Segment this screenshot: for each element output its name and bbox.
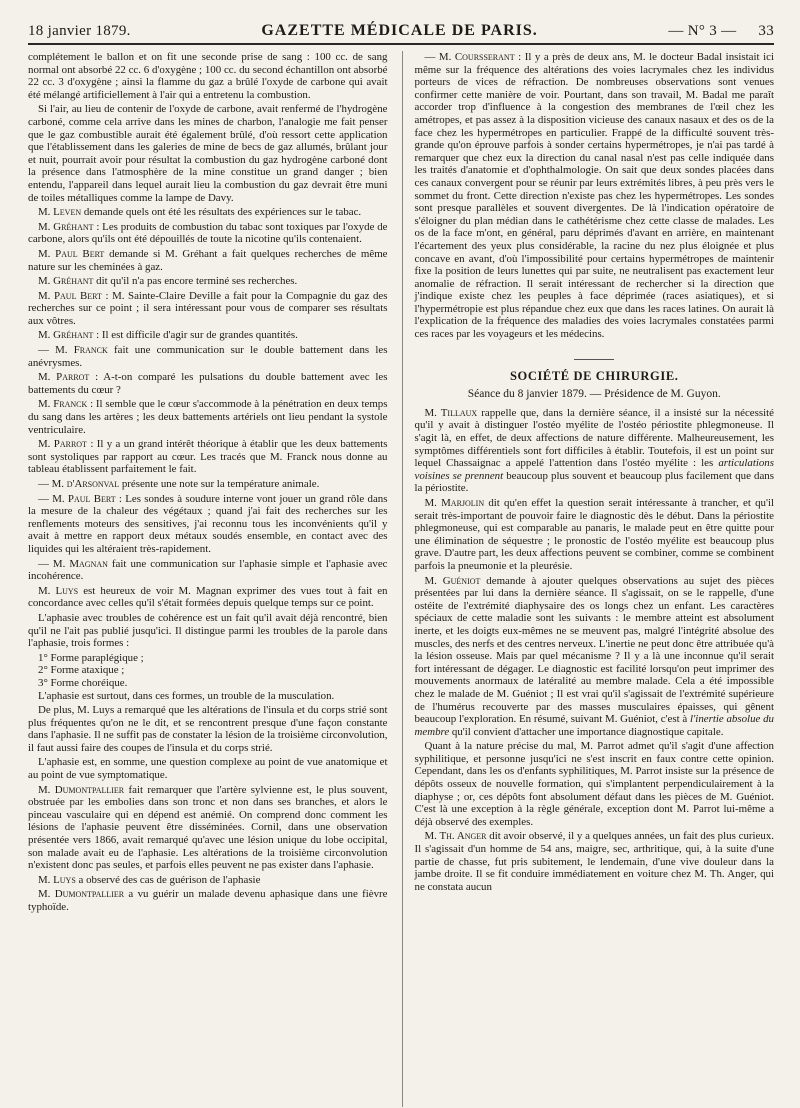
list-item: 3° Forme choréique. xyxy=(38,676,128,689)
forms-list xyxy=(28,652,388,690)
right-column xyxy=(402,51,775,1107)
paragraph-text: : A-t-on comparé les pulsations du double battement avec les battements du cœur ? xyxy=(28,371,388,396)
paragraph: Quant à la nature précise du mal, M. Parrot admet qu'il s'agit d'une affection syphilitique, et personne jusqu'ici ne s'est inscrit en faux contre cette opinion. Cependant, dans les os d'enfants syphilitiques, M. Parrot insiste sur la présence de dépôts osseux de nouvelle formation, qui s'implantent perpendiculairement à la diaphyse ; or, ces dépôts font absolument défaut dans les pièces de M. Guéniot. C'est là une exception à la règle générale, exception dont M. Parrot lui-même a déjà observé des exemples. xyxy=(414,740,774,828)
section-rule xyxy=(574,359,614,360)
list-item: 2° Forme ataxique ; xyxy=(38,664,125,677)
paragraph xyxy=(28,585,388,610)
speaker-name: M. Franck xyxy=(38,398,88,411)
paragraph xyxy=(28,493,388,556)
paragraph-text: rappelle que, dans la dernière séance, il a insisté sur la nécessité qu'il y avait à distinguer l'ostéo myélite de l'ostéo périostite phlegmoneuse. Il s'agit là, en effet, de deux affections de nature différente. Malheureusement, les symptômes différentiels sont fort difficiles à établir. Toutefois, il est un point sur lequel Chassaignac a appelé l'attention dans l'ostéo myélite : les xyxy=(414,406,774,470)
paragraph-text: : Les produits de combustion du tabac sont toxiques par l'oxyde de carbone, alors qu'ils ont été dépouillés de toute la nicotine qu'ils contenaient. xyxy=(28,220,388,246)
paragraph-text: dit avoir observé, il y a quelques années, un fait des plus curieux. Il s'agissait d'un homme de 54 ans, maigre, sec, arthritique, qui, à la suite d'une partie de chasse, fut pris subitement, le lendemain, d'une vive douleur dans la jambe droite. Il se fit conduire immédiatement en voiture chez M. Th. Anger, qui ne constata aucun xyxy=(414,830,774,893)
paragraph-text: demande quels ont été les résultats des expériences sur le tabac. xyxy=(81,206,362,219)
paragraph-text: qu'il convient d'attacher une importance diagnostique capitale. xyxy=(449,725,724,738)
header-right xyxy=(668,23,774,40)
speaker-name: — M. Paul Bert xyxy=(38,492,116,505)
paragraph-text: fait une communication sur l'aphasie simple et l'aphasie avec incohérence. xyxy=(28,557,388,583)
paragraph-text: est heureux de voir M. Magnan exprimer des vues tout à fait en concordance avec celles qu'il s'était formées depuis quelque temps sur ce point. xyxy=(28,584,388,610)
speaker-name: M. Paul Bert xyxy=(38,247,105,260)
paragraph xyxy=(28,784,388,872)
paragraph: L'aphasie est, en somme, une question complexe au point de vue anatomique et au point de vue symptomatique. xyxy=(28,756,388,782)
section-title: SOCIÉTÉ DE CHIRURGIE. xyxy=(509,368,679,383)
paragraph-text: dit qu'en effet la question serait intéressante à trancher, et qu'il serait très-important de pouvoir faire le diagnostic dès le début. Dans la périostite phlegmoneuse, qui est comparable au panaris, le malade peut en être quitte pour une élimination de séquestre ; le pronostic de l'ostéo myélite est beaucoup plus grave. D'autre part, les deux affections peuvent se combiner, comme se combinent parfois la pneumonie et la pleurésie. xyxy=(414,497,774,572)
paragraph xyxy=(415,51,775,341)
speaker-name: M. Gréhant xyxy=(38,275,94,288)
speaker-name: M. Parrot xyxy=(38,371,90,384)
paragraph-text: fait remarquer que l'artère sylvienne est, le plus souvent, obstruée par les embolies dans son tronc et non dans ses branches, et alors le pinceau vasculaire qui en dépend est anémié. On comprend donc comment les lésions de l'aphasie peuvent être disséminées. Cornil, dans une observation présentée vers 1866, avait remarqué qu'avec une lésion unique du lobe occipital, son malade avait eu de l'aphasie. Les altérations de la troisième circonvolution n'existent donc pas seules, et parfois elles peuvent ne pas exister dans l'aphasie. xyxy=(28,783,388,872)
paragraph-text: : Il semble que le cœur s'accommode à la pénétration en deux temps du sang dans les artères ; les deux battements artériels ont lieu pendant la systole ventriculaire. xyxy=(28,398,388,436)
left-column xyxy=(28,51,388,1107)
page-header xyxy=(28,22,774,45)
paragraph xyxy=(28,344,388,369)
speaker-name: M. Paul Bert xyxy=(38,289,102,302)
text-columns xyxy=(28,51,774,1107)
italic-text: articulations voisines se prennent xyxy=(414,457,774,482)
paragraph xyxy=(415,830,775,893)
section-heading xyxy=(415,359,775,383)
speaker-name: — M. Magnan xyxy=(38,557,108,570)
speaker-name: M. Th. Anger xyxy=(424,830,487,843)
paragraph-text: : Les sondes à soudure interne vont jouer un grand rôle dans la mesure de la chaleur des végétaux ; quand j'ai fait des recherches sur les renflements moteurs des sensitives, j'ai reconnu tous les inconvénients qu'il y avait à mettre en rapport deux métaux soudés ensemble, en contact avec des liquides qui les altéraient très-rapidement. xyxy=(28,492,388,555)
speaker-name: M. Gréhant xyxy=(38,220,94,233)
speaker-name: — M. d'Arsonval xyxy=(38,478,120,490)
session-line: Séance du 8 janvier 1879. — Présidence de M. Guyon. xyxy=(467,388,721,401)
paragraph xyxy=(28,221,388,246)
paragraph-text: demande si M. Gréhant a fait quelques recherches de même nature sur les cheminées à gaz. xyxy=(28,247,388,273)
publication-title: GAZETTE MÉDICALE DE PARIS. xyxy=(261,22,538,39)
speaker-name: M. Parrot xyxy=(38,438,87,451)
paragraph: Si l'air, au lieu de contenir de l'oxyde de carbone, avait renfermé de l'hydrogène carboné, comme cela arrive dans les mines de charbon, l'analogie me fait penser que le gaz combustible aurait été également brûlé, d'où ressort cette application que l'établissement dans les galeries de mine de becs de gaz allumés, brûlant jour et nuit, pourrait avoir pour résultat la combustion du gaz hydrogène carboné dont la présence dans l'atmosphère de la mine constitue un grand danger ; bien entendu, l'appareil dans lequel aurait lieu la combustion du gaz devrait être muni de toiles métalliques comme la lampe de Davy. xyxy=(28,103,388,204)
speaker-name: — M. Franck xyxy=(38,344,108,357)
paragraph xyxy=(28,206,388,219)
issue-number: — N° 3 — xyxy=(668,23,737,39)
paragraph xyxy=(28,329,388,342)
paragraph-text: demande à ajouter quelques observations au sujet des pièces présentées par lui dans la dernière séance. Il s'agissait, on se le rappelle, d'une ostéite de l'extrémité diaphysaire des os longs chez un enfant. Les caractères spéciaux de cette maladie sont les suivants : le membre atteint est absolument inerte, et les doigts eux-mêmes ne se meuvent pas, malgré l'intégrité absolue des muscles, des nerfs et des centres nerveux. L'inertie ne peut donc être attribuée qu'à la lésion osseuse. Mais par quel mécanisme ? Il y a là une inconnue qu'il serait fort intéressant de dégager. Le diagnostic est facilité lorsqu'on peut imprimer des mouvements anormaux de latéralité au membre malade. Cela a été impossible chez le malade de M. Guéniot ; Il est vrai qu'il s'agissait de l'extrémité supérieure de l'humérus recouverte par des masses musculaires épaisses, qui gênent beaucoup l'exploration. En résumé, suivant M. Guéniot, c'est à xyxy=(414,574,774,726)
paragraph xyxy=(28,398,388,436)
paragraph xyxy=(28,275,388,288)
speaker-name: — M. Coursserant xyxy=(424,51,515,63)
paragraph xyxy=(28,558,388,583)
speaker-name: M. Dumontpallier xyxy=(38,888,125,901)
paragraph xyxy=(28,248,388,273)
paragraph-text: : M. Sainte-Claire Deville a fait pour la Compagnie du gaz des recherches sur ce point ; il sera intéressant pour vous de comparer ses résultats aux vôtres. xyxy=(28,289,388,327)
paragraph-text: : Il y a un grand intérêt théorique à établir que les deux battements sont systoliques par rapport au cœur. Les tracés que M. Franck nous donne au tableau établissent parfaitement le fait. xyxy=(28,438,388,476)
paragraph-text: dit qu'il n'a pas encore terminé ses recherches. xyxy=(93,275,298,288)
paragraph-text: a observé des cas de guérison de l'aphasie xyxy=(75,873,261,886)
speaker-name: M. Leven xyxy=(38,206,82,219)
italic-text: l'inertie absolue du membre xyxy=(414,713,774,738)
paragraph: De plus, M. Luys a remarqué que les altérations de l'insula et du corps strié sont plus fréquentes qu'on ne le dit, et se rencontrent presque d'une façon constante dans l'aphasie. Il ne suffit pas de constater la lésion de la troisième circonvolution, il faut aussi faire des coupes de l'insula et du corps strié. xyxy=(28,704,388,754)
paragraph xyxy=(28,478,388,491)
list-item: 1° Forme paraplégique ; xyxy=(38,651,144,664)
paragraph-text: beaucoup plus souvent et beaucoup plus facilement que dans la périostite. xyxy=(414,469,774,495)
paragraph xyxy=(28,888,388,913)
paragraph xyxy=(415,497,775,573)
speaker-name: M. Guéniot xyxy=(424,574,481,587)
speaker-name: M. Tillaux xyxy=(424,406,478,419)
paragraph: complétement le ballon et on fit une seconde prise de sang : 100 cc. de sang normal ont absorbé 22 cc. 6 d'oxygène ; 100 cc. du second échantillon ont absorbé 22 cc. 3 d'oxygène ; ainsi la flamme du gaz a brûlé l'oxyde de carbone qui avait été mélangé artificiellement à l'air qui a entretenu la combustion. xyxy=(28,51,388,101)
paragraph xyxy=(28,438,388,476)
paragraph-text: présente une note sur la température animale. xyxy=(119,478,320,490)
paragraph xyxy=(28,874,388,887)
speaker-name: M. Luys xyxy=(38,584,79,597)
paragraph xyxy=(28,371,388,396)
paragraph xyxy=(28,290,388,328)
paragraph-text: fait une communication sur le double battement dans les anévrysmes. xyxy=(28,344,388,369)
speaker-name: M. Marjolin xyxy=(424,497,485,509)
speaker-name: M. Dumontpallier xyxy=(38,783,125,796)
issue-date: 18 janvier 1879. xyxy=(28,23,131,39)
paragraph: L'aphasie avec troubles de cohérence est un fait qu'il avait déjà rencontré, bien qu'il ne l'ait pas publié jusqu'ici. Il distingue parmi les troubles de la parole dans l'aphasie, trois formes : xyxy=(28,611,388,650)
paragraph-text: : Il y a près de deux ans, M. le docteur Badal insistait ici même sur la fréquence des altérations des voies lacrymales chez les individus porteurs de vices de réfraction. De nombreuses observations sont venues confirmer cette manière de voir. Pourtant, dans son travail, M. Badal me paraît accorder trop d'influence à la congestion des membranes de l'œil chez les amétropes, et pas assez à la disposition vicieuse des canaux nasaux et des os de la face chez les hypermétropes en particulier. Frappé de la difficulté souvent très-grande qu'on éprouve parfois à sonder certains hypermétropes, je n'ai pas tardé à remarquer que chez eux la direction du canal nasal n'est pas celle indiquée dans les traités d'anatomie et d'ophthalmologie. On sait que deux sondes placées dans ces canaux convergent pour se réunir par leurs extrémités libres, à peu près vers le sommet du front. Cette direction n'existe pas chez les hypermétropes. Les sondes sont presque parallèles et souvent divergentes. De là l'indication opératoire de s'éloigner du plan médian dans le cathétérisme chez cette classe de malades. Les os de la face m'ont, en général, paru déprimés d'avant en arrière, en maintenant l'écartement des yeux plus considérable, la racine du nez plus éloignée et plus concave en avant, d'où l'impossibilité pour certains hypermétropes de maintenir fixe la position de leurs lunettes qui par suite, ne neutralisent pas exactement leur anomalie de réfraction. Il serait intéressant de rechercher si la direction que j'indique existe chez les peuples à face déprimée (races asiatiques), et si l'hypermétropie est plus répandue chez eux que dans les races latines. On aurait là l'explication de la fréquence des maladies des voies lacrymales constatées parmi ces races par les voyageurs et les médecins. xyxy=(414,51,774,341)
paragraph xyxy=(415,407,775,495)
paragraph xyxy=(415,575,775,739)
speaker-name: M. Gréhant xyxy=(38,329,94,342)
page-number: 33 xyxy=(758,23,774,39)
paragraph-text: : Il est difficile d'agir sur de grandes quantités. xyxy=(93,329,298,342)
paragraph: L'aphasie est surtout, dans ces formes, un trouble de la musculation. xyxy=(38,689,335,702)
speaker-name: M. Luys xyxy=(38,873,76,886)
paragraph-text: a vu guérir un malade devenu aphasique dans une fièvre typhoïde. xyxy=(28,888,388,913)
